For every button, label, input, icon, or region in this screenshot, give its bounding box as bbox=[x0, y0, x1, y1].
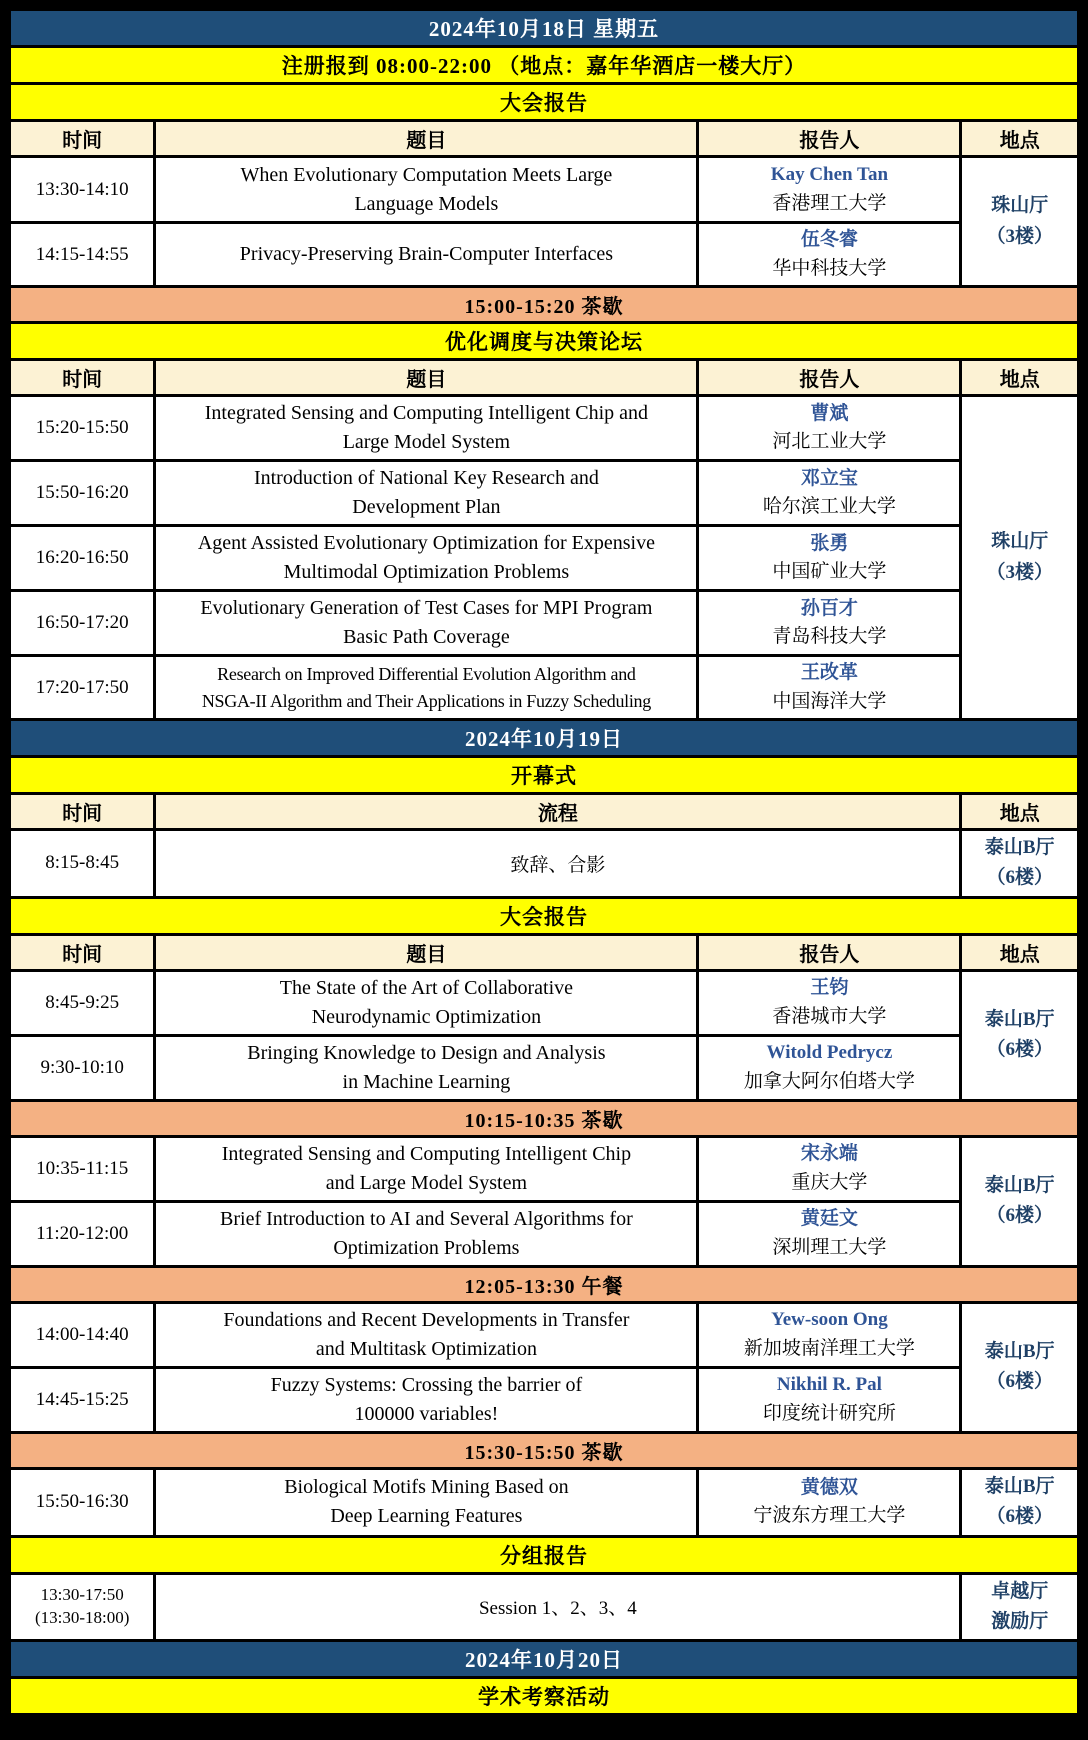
title-line: NSGA-II Algorithm and Their Applications in Fuzzy Scheduling bbox=[201, 690, 651, 711]
location-line: 珠山厅 bbox=[991, 531, 1049, 553]
column-header-agenda: 流程 bbox=[155, 794, 961, 830]
time-cell: 8:45-9:25 bbox=[10, 970, 155, 1035]
title-line: Foundations and Recent Developments in Transfer bbox=[223, 1308, 630, 1331]
time-cell: 13:30-14:10 bbox=[10, 157, 155, 223]
speaker-name: Yew-soon Ong bbox=[771, 1309, 888, 1331]
time-cell: 11:20-12:00 bbox=[10, 1201, 155, 1266]
speaker-affiliation: 新加坡南洋理工大学 bbox=[743, 1337, 915, 1359]
location-cell bbox=[961, 970, 1079, 1100]
time-cell: 14:00-14:40 bbox=[10, 1302, 155, 1367]
speaker-affiliation: 中国海洋大学 bbox=[772, 690, 887, 712]
title-cell bbox=[155, 223, 698, 287]
speaker-affiliation: 香港理工大学 bbox=[772, 192, 887, 214]
column-header-title: 题目 bbox=[155, 121, 698, 157]
speaker-affiliation: 哈尔滨工业大学 bbox=[762, 496, 896, 517]
column-header-speaker: 报告人 bbox=[698, 121, 961, 157]
forum-section-bar: 优化调度与决策论坛 bbox=[10, 323, 1079, 360]
tea-break-bar: 10:15-10:35 茶歇 bbox=[10, 1100, 1079, 1136]
title-cell bbox=[155, 526, 698, 591]
break-row bbox=[10, 1100, 1079, 1136]
day1-plenary-bar-row bbox=[10, 84, 1079, 121]
location-line: 泰山B厅 bbox=[984, 1340, 1055, 1362]
title-line: Brief Introduction to AI and Several Algorithms for bbox=[220, 1207, 633, 1230]
location-line: （6楼） bbox=[986, 867, 1053, 889]
time-cell: 15:50-16:30 bbox=[10, 1468, 155, 1536]
day3-activity-bar-row bbox=[10, 1678, 1079, 1715]
title-cell bbox=[155, 1468, 698, 1536]
title-line: When Evolutionary Computation Meets Large bbox=[240, 163, 613, 186]
location-line: 泰山B厅 bbox=[984, 1475, 1055, 1497]
title-cell bbox=[155, 1367, 698, 1432]
time-cell: 17:20-17:50 bbox=[10, 656, 155, 720]
location-line: （6楼） bbox=[986, 1205, 1053, 1227]
title-line: Neurodynamic Optimization bbox=[311, 1005, 542, 1028]
day2-sessions-bar-row bbox=[10, 1536, 1079, 1573]
column-header-location: 地点 bbox=[961, 121, 1079, 157]
day2-plenary-section-bar: 大会报告 bbox=[10, 897, 1079, 934]
time-line: 13:30-17:50 bbox=[40, 1585, 124, 1605]
column-header-time: 时间 bbox=[10, 934, 155, 970]
day1-plenary-section-bar: 大会报告 bbox=[10, 84, 1079, 121]
speaker-cell bbox=[698, 223, 961, 287]
title-line: Agent Assisted Evolutionary Optimization for Expensive bbox=[197, 532, 655, 554]
time-cell: 14:45-15:25 bbox=[10, 1367, 155, 1432]
speaker-name: 曹斌 bbox=[810, 402, 849, 424]
tea-break-bar: 15:30-15:50 茶歇 bbox=[10, 1432, 1079, 1468]
location-cell bbox=[961, 396, 1079, 720]
schedule-row bbox=[10, 830, 1079, 898]
speaker-affiliation: 华中科技大学 bbox=[772, 257, 887, 279]
location-line: 珠山厅 bbox=[991, 195, 1049, 217]
title-cell bbox=[155, 1136, 698, 1201]
location-cell bbox=[961, 157, 1079, 287]
title-line: Research on Improved Differential Evolution Algorithm and bbox=[217, 664, 636, 685]
schedule-table bbox=[8, 8, 1080, 1716]
schedule-row bbox=[10, 1136, 1079, 1201]
speaker-cell bbox=[698, 1302, 961, 1367]
time-cell: 16:20-16:50 bbox=[10, 526, 155, 591]
speaker-name: 宋永端 bbox=[800, 1143, 858, 1165]
schedule-row bbox=[10, 1468, 1079, 1536]
speaker-cell bbox=[698, 526, 961, 591]
title-line: 100000 variables! bbox=[354, 1402, 499, 1425]
schedule-row bbox=[10, 1201, 1079, 1266]
column-header-location: 地点 bbox=[961, 794, 1079, 830]
time-cell bbox=[10, 1573, 155, 1641]
schedule-row bbox=[10, 1367, 1079, 1432]
schedule-row bbox=[10, 1573, 1079, 1641]
lunch-break-bar: 12:05-13:30 午餐 bbox=[10, 1266, 1079, 1302]
title-cell bbox=[155, 1035, 698, 1100]
title-line: and Large Model System bbox=[325, 1171, 528, 1194]
location-cell bbox=[961, 830, 1079, 898]
schedule-row bbox=[10, 396, 1079, 461]
title-line: Fuzzy Systems: Crossing the barrier of bbox=[270, 1373, 583, 1396]
time-cell: 8:15-8:45 bbox=[10, 830, 155, 898]
location-cell bbox=[961, 1302, 1079, 1432]
registration-bar: 注册报到 08:00-22:00 （地点：嘉年华酒店一楼大厅） bbox=[10, 47, 1079, 84]
time-cell: 10:35-11:15 bbox=[10, 1136, 155, 1201]
title-line: Integrated Sensing and Computing Intelligent Chip bbox=[221, 1142, 632, 1165]
schedule-row bbox=[10, 970, 1079, 1035]
title-line: The State of the Art of Collaborative bbox=[279, 976, 574, 999]
day1-forum-bar-row bbox=[10, 323, 1079, 360]
title-cell bbox=[155, 1201, 698, 1266]
location-cell bbox=[961, 1573, 1079, 1641]
speaker-cell bbox=[698, 1367, 961, 1432]
sessions-section-bar: 分组报告 bbox=[10, 1536, 1079, 1573]
day2-plenary-bar-row bbox=[10, 897, 1079, 934]
title-line: Basic Path Coverage bbox=[343, 626, 510, 648]
schedule-row bbox=[10, 461, 1079, 526]
title-cell bbox=[155, 656, 698, 720]
location-line: 泰山B厅 bbox=[984, 837, 1055, 858]
speaker-cell bbox=[698, 1136, 961, 1201]
title-line: Bringing Knowledge to Design and Analysis bbox=[247, 1041, 606, 1064]
schedule-row bbox=[10, 223, 1079, 287]
location-line: （3楼） bbox=[986, 225, 1053, 247]
title-cell bbox=[155, 1302, 698, 1367]
title-cell bbox=[155, 970, 698, 1035]
break-row bbox=[10, 1432, 1079, 1468]
day2-date-row bbox=[10, 720, 1079, 757]
time-cell: 14:15-14:55 bbox=[10, 223, 155, 287]
title-line: Large Model System bbox=[342, 431, 511, 453]
schedule-row bbox=[10, 526, 1079, 591]
speaker-name: 张勇 bbox=[810, 532, 849, 554]
column-header-speaker: 报告人 bbox=[698, 934, 961, 970]
speaker-affiliation: 印度统计研究所 bbox=[762, 1402, 896, 1424]
schedule-row bbox=[10, 157, 1079, 223]
agenda-cell: Session 1、2、3、4 bbox=[155, 1573, 961, 1641]
agenda-cell: 致辞、合影 bbox=[155, 830, 961, 898]
day2-opening-bar-row bbox=[10, 757, 1079, 794]
speaker-cell bbox=[698, 970, 961, 1035]
title-line: Privacy-Preserving Brain-Computer Interfaces bbox=[239, 243, 613, 265]
location-line: 激励厅 bbox=[991, 1610, 1049, 1632]
location-cell bbox=[961, 1136, 1079, 1266]
schedule-row bbox=[10, 591, 1079, 656]
location-line: （6楼） bbox=[986, 1506, 1053, 1528]
title-cell bbox=[155, 157, 698, 223]
location-line: （3楼） bbox=[986, 561, 1053, 583]
speaker-name: Kay Chen Tan bbox=[770, 164, 889, 185]
speaker-affiliation: 河北工业大学 bbox=[772, 431, 887, 452]
speaker-cell bbox=[698, 1201, 961, 1266]
speaker-affiliation: 香港城市大学 bbox=[772, 1005, 887, 1027]
title-line: Language Models bbox=[354, 192, 499, 215]
location-cell bbox=[961, 1468, 1079, 1536]
title-line: Development Plan bbox=[352, 496, 501, 518]
location-line: 卓越厅 bbox=[991, 1580, 1049, 1602]
location-line: （6楼） bbox=[986, 1371, 1053, 1393]
day3-date-bar: 2024年10月20日 bbox=[10, 1641, 1079, 1678]
schedule-row bbox=[10, 656, 1079, 720]
speaker-cell bbox=[698, 591, 961, 656]
speaker-cell bbox=[698, 1468, 961, 1536]
column-header-row bbox=[10, 360, 1079, 396]
day2-date-bar: 2024年10月19日 bbox=[10, 720, 1079, 757]
speaker-name: 孙百才 bbox=[800, 597, 858, 619]
title-cell bbox=[155, 396, 698, 461]
title-line: and Multitask Optimization bbox=[315, 1337, 537, 1360]
speaker-cell bbox=[698, 461, 961, 526]
column-header-row bbox=[10, 794, 1079, 830]
column-header-time: 时间 bbox=[10, 121, 155, 157]
column-header-location: 地点 bbox=[961, 934, 1079, 970]
speaker-affiliation: 加拿大阿尔伯塔大学 bbox=[743, 1070, 915, 1092]
time-cell: 15:50-16:20 bbox=[10, 461, 155, 526]
speaker-name: Nikhil R. Pal bbox=[776, 1374, 882, 1396]
break-row bbox=[10, 287, 1079, 323]
speaker-name: Witold Pedrycz bbox=[766, 1042, 893, 1064]
title-line: Biological Motifs Mining Based on bbox=[284, 1476, 569, 1499]
speaker-cell bbox=[698, 656, 961, 720]
column-header-time: 时间 bbox=[10, 360, 155, 396]
day1-registration-row bbox=[10, 47, 1079, 84]
speaker-name: 王改革 bbox=[800, 662, 858, 683]
speaker-name: 伍冬睿 bbox=[800, 229, 858, 250]
title-line: Deep Learning Features bbox=[330, 1505, 523, 1528]
day1-date-bar: 2024年10月18日 星期五 bbox=[10, 10, 1079, 47]
speaker-name: 黄廷文 bbox=[800, 1208, 858, 1230]
time-line: (13:30-18:00) bbox=[34, 1607, 130, 1627]
speaker-affiliation: 深圳理工大学 bbox=[772, 1236, 887, 1258]
speaker-affiliation: 重庆大学 bbox=[791, 1171, 868, 1193]
speaker-affiliation: 宁波东方理工大学 bbox=[753, 1505, 906, 1527]
title-line: Optimization Problems bbox=[333, 1236, 520, 1259]
title-cell bbox=[155, 461, 698, 526]
column-header-time: 时间 bbox=[10, 794, 155, 830]
title-line: Integrated Sensing and Computing Intelligent Chip and bbox=[204, 402, 649, 424]
speaker-name: 黄德双 bbox=[800, 1476, 858, 1498]
time-cell: 15:20-15:50 bbox=[10, 396, 155, 461]
speaker-cell bbox=[698, 396, 961, 461]
title-line: Evolutionary Generation of Test Cases for MPI Program bbox=[200, 597, 653, 619]
speaker-affiliation: 青岛科技大学 bbox=[772, 626, 887, 647]
speaker-cell bbox=[698, 157, 961, 223]
schedule-row bbox=[10, 1035, 1079, 1100]
day3-date-row bbox=[10, 1641, 1079, 1678]
column-header-speaker: 报告人 bbox=[698, 360, 961, 396]
break-row bbox=[10, 1266, 1079, 1302]
title-line: Multimodal Optimization Problems bbox=[283, 561, 570, 583]
location-line: 泰山B厅 bbox=[984, 1174, 1055, 1196]
tea-break-bar: 15:00-15:20 茶歇 bbox=[10, 287, 1079, 323]
opening-section-bar: 开幕式 bbox=[10, 757, 1079, 794]
speaker-name: 王钧 bbox=[810, 977, 849, 999]
activity-section-bar: 学术考察活动 bbox=[10, 1678, 1079, 1715]
column-header-title: 题目 bbox=[155, 934, 698, 970]
day1-date-row bbox=[10, 10, 1079, 47]
location-line: （6楼） bbox=[986, 1039, 1053, 1061]
column-header-row bbox=[10, 121, 1079, 157]
speaker-cell bbox=[698, 1035, 961, 1100]
column-header-title: 题目 bbox=[155, 360, 698, 396]
time-cell: 16:50-17:20 bbox=[10, 591, 155, 656]
speaker-affiliation: 中国矿业大学 bbox=[772, 561, 887, 582]
title-line: Introduction of National Key Research and bbox=[253, 467, 599, 489]
title-cell bbox=[155, 591, 698, 656]
column-header-row bbox=[10, 934, 1079, 970]
location-line: 泰山B厅 bbox=[984, 1008, 1055, 1030]
title-line: in Machine Learning bbox=[342, 1070, 511, 1093]
time-cell: 9:30-10:10 bbox=[10, 1035, 155, 1100]
speaker-name: 邓立宝 bbox=[800, 467, 858, 489]
schedule-row bbox=[10, 1302, 1079, 1367]
column-header-location: 地点 bbox=[961, 360, 1079, 396]
